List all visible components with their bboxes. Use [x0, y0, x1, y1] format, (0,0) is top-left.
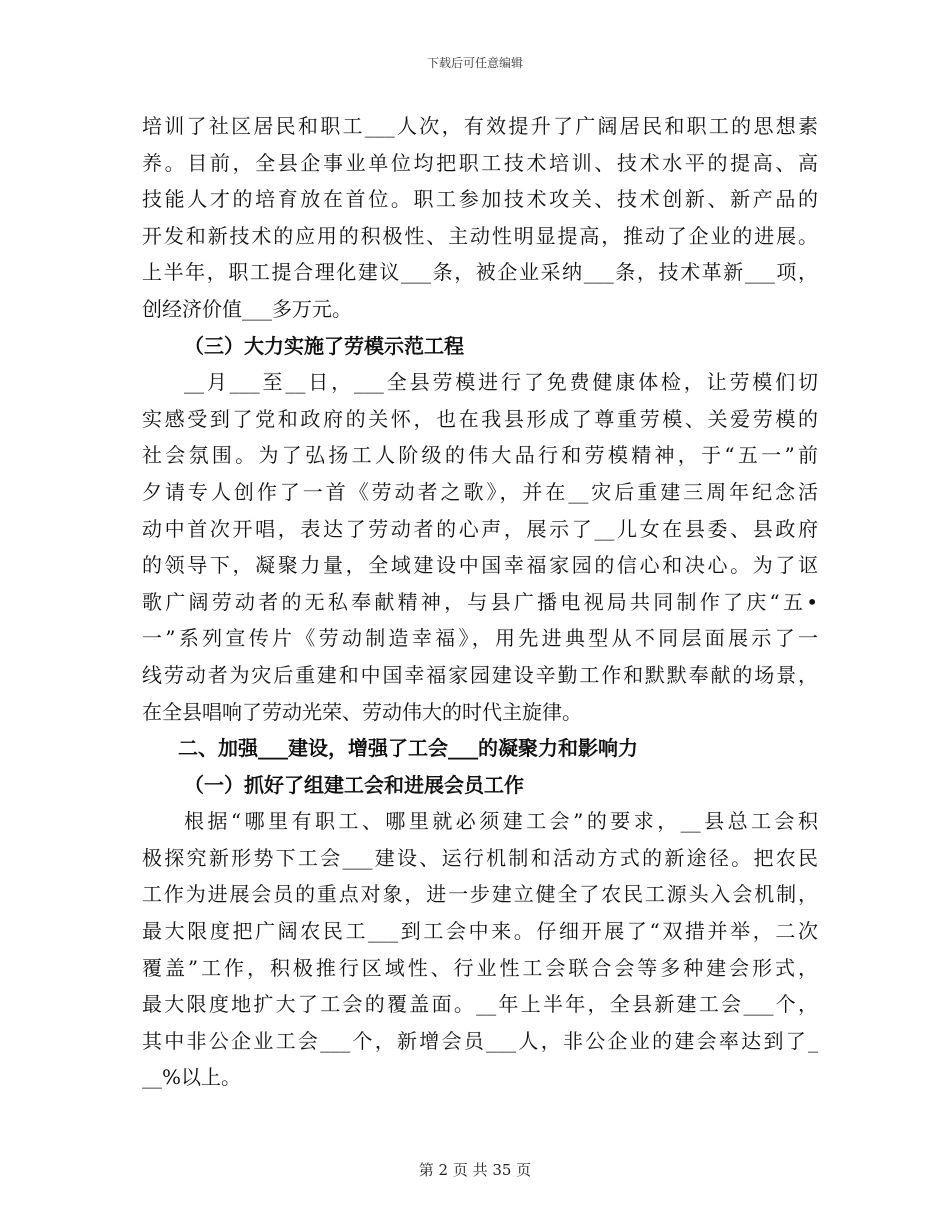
text-line: 最大限度地扩大了工会的覆盖面。__年上半年，全县新建工会___个，: [142, 992, 818, 1017]
text-line: 一”系列宣传片《劳动制造幸福》，用先进典型从不同层面展示了一: [142, 626, 818, 651]
text-line: __月___至__日，___全县劳模进行了免费健康体检，让劳模们切: [184, 370, 818, 395]
page-header: 下载后可任意编辑: [426, 56, 523, 70]
text-line: 养。目前，全县企事业单位均把职工技术培训、技术水平的提高、高: [142, 150, 818, 175]
text-line: 极探究新形势下工会___建设、运行机制和活动方式的新途径。把农民: [142, 845, 818, 870]
text-line: 创经济价值___多万元。: [142, 296, 352, 321]
subsection-heading: （一）抓好了组建工会和进展会员工作: [184, 772, 524, 797]
section-heading: （三）大力实施了劳模示范工程: [184, 333, 464, 358]
text-line: 培训了社区居民和职工___人次，有效提升了广阔居民和职工的思想素: [142, 114, 818, 138]
document-body: [142, 108, 818, 1096]
text-line: 技能人才的培育放在首位。职工参加技术攻关、技术创新、新产品的: [142, 187, 818, 212]
text-line: 在全县唱响了劳动光荣、劳动伟大的时代主旋律。: [142, 699, 582, 724]
section-heading: 二、加强___建设，增强了工会___的凝聚力和影响力: [178, 736, 638, 761]
text-line: __%以上。: [142, 1065, 242, 1090]
text-line: 根据“哪里有职工、哪里就必须建工会”的要求，__县总工会积: [184, 809, 818, 834]
text-line: 线劳动者为灾后重建和中国幸福家园建设辛勤工作和默默奉献的场景，: [142, 662, 818, 687]
text-line: 开发和新技术的应用的积极性、主动性明显提高，推动了企业的进展。: [142, 223, 818, 248]
text-line: 覆盖”工作，积极推行区域性、行业性工会联合会等多种建会形式，: [142, 955, 818, 980]
text-line: 上半年，职工提合理化建议___条，被企业采纳___条，技术革新___项，: [142, 260, 818, 285]
text-line: 社会氛围。为了弘扬工人阶级的伟大品行和劳模精神，于“五一”前: [142, 443, 818, 468]
text-line: 动中首次开唱，表达了劳动者的心声，展示了__儿女在县委、县政府: [142, 516, 818, 541]
text-line: 夕请专人创作了一首《劳动者之歌》，并在__灾后重建三周年纪念活: [142, 479, 818, 504]
text-line: 最大限度把广阔农民工___到工会中来。仔细开展了“双措并举，二次: [142, 919, 818, 944]
text-line: 的领导下，凝聚力量，全域建设中国幸福家园的信心和决心。为了讴: [142, 553, 818, 578]
text-line: 工作为进展会员的重点对象，进一步建立健全了农民工源头入会机制，: [142, 882, 818, 907]
text-line: 其中非公企业工会___个，新增会员___人，非公企业的建会率达到了_: [142, 1028, 818, 1053]
page-footer: 第 2 页 共 35 页: [418, 1161, 532, 1179]
text-line: 歌广阔劳动者的无私奉献精神，与县广播电视局共同制作了庆“五•: [142, 589, 818, 614]
text-line: 实感受到了党和政府的关怀，也在我县形成了尊重劳模、关爱劳模的: [142, 406, 818, 431]
